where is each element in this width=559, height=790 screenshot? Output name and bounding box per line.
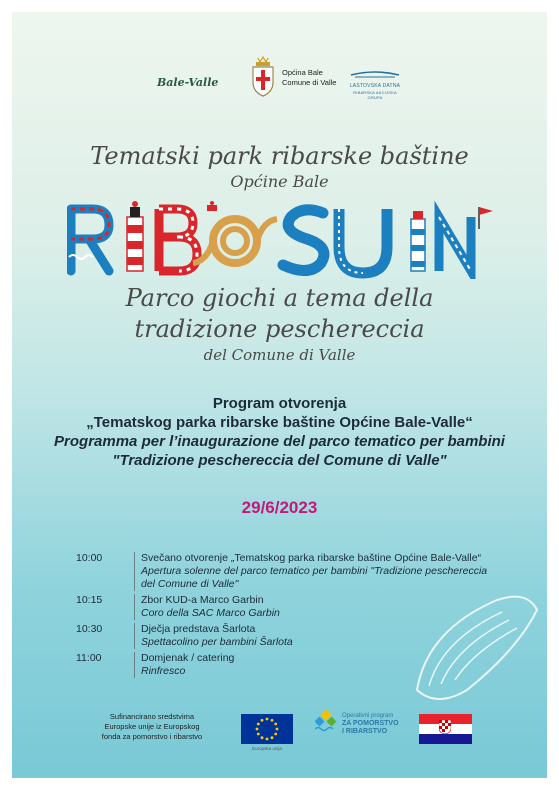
title-croatian-sub: Općine Bale	[230, 172, 329, 191]
eu-label: Europska unija	[252, 746, 282, 751]
letter-s-icon	[283, 210, 324, 271]
program-heading	[12, 394, 547, 470]
program-park-name-it: "Tradizione peschereccia del Comune di Valle"	[112, 452, 447, 469]
schedule-time: 11:00	[76, 652, 102, 664]
footer-logos	[12, 708, 547, 768]
schedule-events	[134, 552, 516, 591]
schedule-event-hr: Domjenak / catering	[141, 652, 235, 664]
program-title-it: Programma per l’inaugurazione del parco tematico per bambini	[54, 433, 505, 450]
municipality-crest-icon	[248, 56, 278, 98]
rope-knot-icon	[193, 219, 277, 263]
schedule-row	[76, 552, 516, 591]
boat-icon	[347, 69, 403, 79]
mussel-shell-icon	[407, 590, 547, 710]
funding-note: Sufinancirano sredstvima Europske unije iz Europskog fonda za pomorstvo i ribarstvo	[101, 712, 203, 741]
schedule-event-it: Spettacolino per bambini Šarlota	[141, 636, 293, 648]
title-italian-2: tradizione peschereccia	[134, 315, 425, 343]
schedule-time: 10:00	[76, 552, 103, 564]
schedule-event-hr: Dječja predstava Šarlota	[141, 623, 256, 635]
schedule-event-hr: Zbor KUD-a Marco Garbin	[141, 594, 264, 606]
municipality-name: Općina Bale Comune di Valle	[282, 68, 337, 87]
lighthouse-icon-2	[411, 211, 425, 271]
title-italian-3: del Comune di Valle	[203, 346, 356, 364]
letter-b-icon	[159, 201, 217, 271]
poster	[12, 12, 547, 778]
schedule-event-it: Apertura solenne del parco tematico per bambini "Tradizione peschereccia del Comune di Valle"	[141, 565, 488, 590]
croatia-flag-icon	[419, 714, 472, 744]
fish-hook-icon	[339, 209, 387, 273]
program-park-name-hr: „Tematskog parka ribarske baštine Općine Bale-Valle“	[86, 414, 473, 431]
title-italian-1: Parco giochi a tema della	[125, 284, 434, 312]
schedule-event-it: Rinfresco	[141, 665, 186, 677]
lag-logo: LASTOVSKA DATNA RIBARSKA AKCIJSKA GRUPA	[347, 66, 403, 90]
event-date: 29/6/2023	[241, 498, 318, 517]
bale-valle-logo: Bale-Valle	[157, 76, 219, 89]
eu-flag-icon	[241, 714, 293, 744]
letter-r-icon	[69, 209, 109, 271]
schedule-time: 10:30	[76, 623, 103, 635]
lighthouse-icon	[127, 201, 143, 271]
header-logos	[12, 56, 547, 106]
letter-n-icon	[439, 207, 493, 271]
title-croatian: Tematski park ribarske baštine	[90, 142, 469, 170]
ribe-su-in-logo	[67, 199, 497, 279]
program-title: Program otvorenja	[212, 395, 347, 412]
operational-programme-logo-icon	[315, 710, 337, 732]
schedule-event-hr: Svečano otvorenje „Tematskog parka ribarske baštine Općine Bale-Valle“	[141, 552, 482, 564]
operational-programme-text: Operativni program ZA POMORSTVO I RIBARSTVO	[342, 713, 399, 735]
schedule-time: 10:15	[76, 594, 103, 606]
schedule-event-it: Coro della SAC Marco Garbin	[141, 607, 280, 619]
